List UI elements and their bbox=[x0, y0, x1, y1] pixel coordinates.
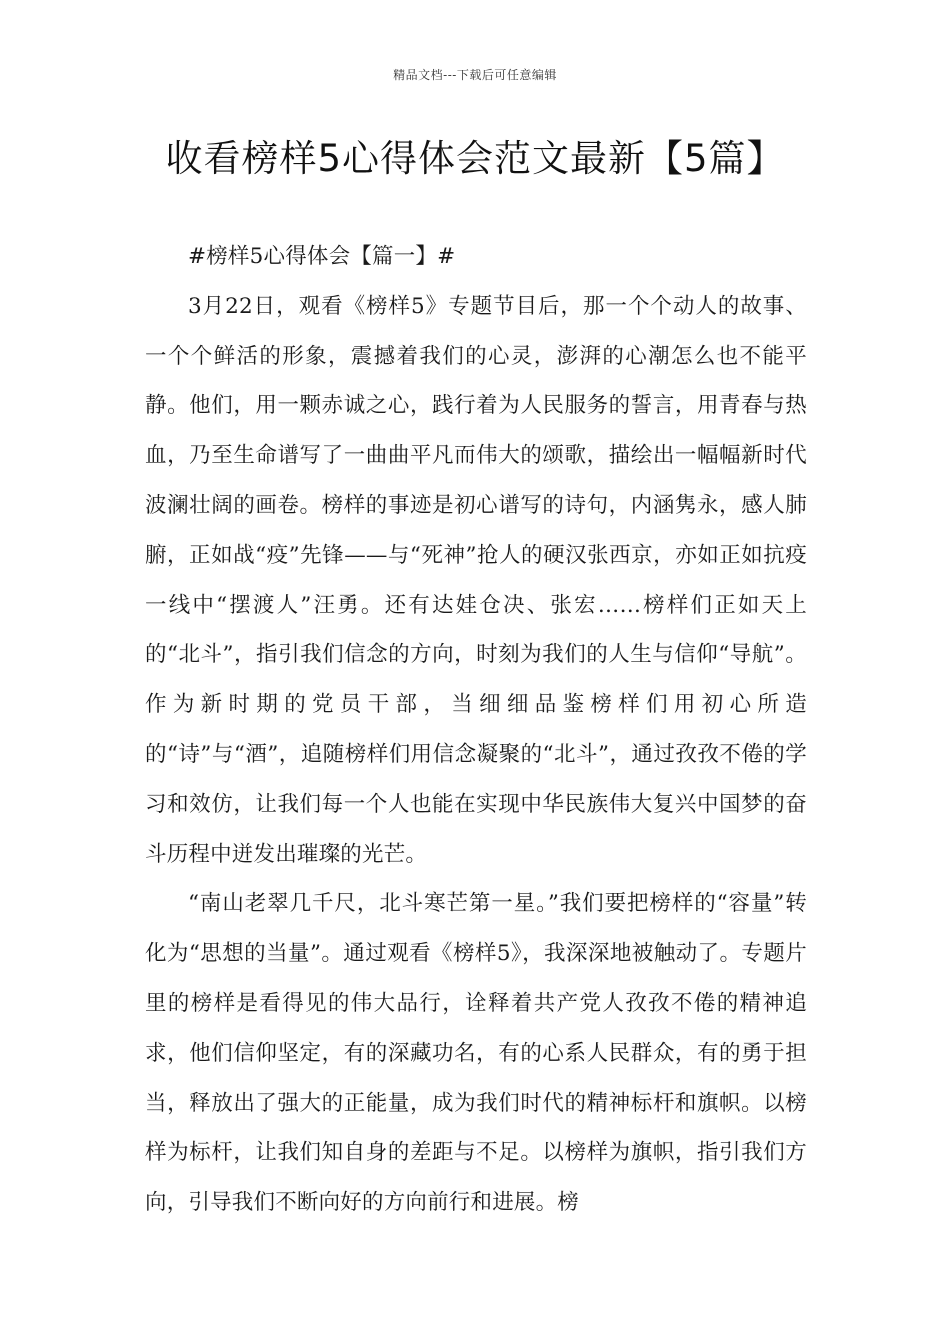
paragraph-2: “南山老翠几千尺，北斗寒芒第一星。”我们要把榜样的“容量”转化为“思想的当量”。通过观看《榜样5》，我深深地被触动了。专题片里的榜样是看得见的伟大品行，诠释着共产党人孜孜不倦的精神追求，他们信仰坚定，有的深藏功名，有的心系人民群众，有的勇于担当，释放出了强大的正能量，成为我们时代的精神标杆和旗帜。以榜样为标杆，让我们知自身的差距与不足。以榜样为旗帜，指引我们方向，引导我们不断向好的方向前行和进展。榜 bbox=[145, 891, 807, 1216]
section-heading: #榜样5心得体会【篇一】# bbox=[188, 244, 456, 269]
document-body bbox=[145, 232, 807, 1228]
document-title: 收看榜样5心得体会范文最新【5篇】 bbox=[165, 137, 785, 180]
header-note: 精品文档---下载后可任意编辑 bbox=[393, 68, 557, 82]
paragraph-1: 3月22日，观看《榜样5》专题节目后，那一个个动人的故事、一个个鲜活的形象，震撼着我们的心灵，澎湃的心潮怎么也不能平静。他们，用一颗赤诚之心，践行着为人民服务的誓言，用青春与热血，乃至生命谱写了一曲曲平凡而伟大的颂歌，描绘出一幅幅新时代波澜壮阔的画卷。榜样的事迹是初心谱写的诗句，内涵隽永，感人肺腑，正如战“疫”先锋——与“死神”抢人的硬汉张西京，亦如正如抗疫一线中“摆渡人”汪勇。还有达娃仓决、张宏……榜样们正如天上的“北斗”，指引我们信念的方向，时刻为我们的人生与信仰“导航”。作为新时期的党员干部，当细细品鉴榜样们用初心所造的“诗”与“酒”，追随榜样们用信念凝聚的“北斗”，通过孜孜不倦的学习和效仿，让我们每一个人也能在实现中华民族伟大复兴中国梦的奋斗历程中迸发出璀璨的光芒。 bbox=[145, 293, 807, 867]
